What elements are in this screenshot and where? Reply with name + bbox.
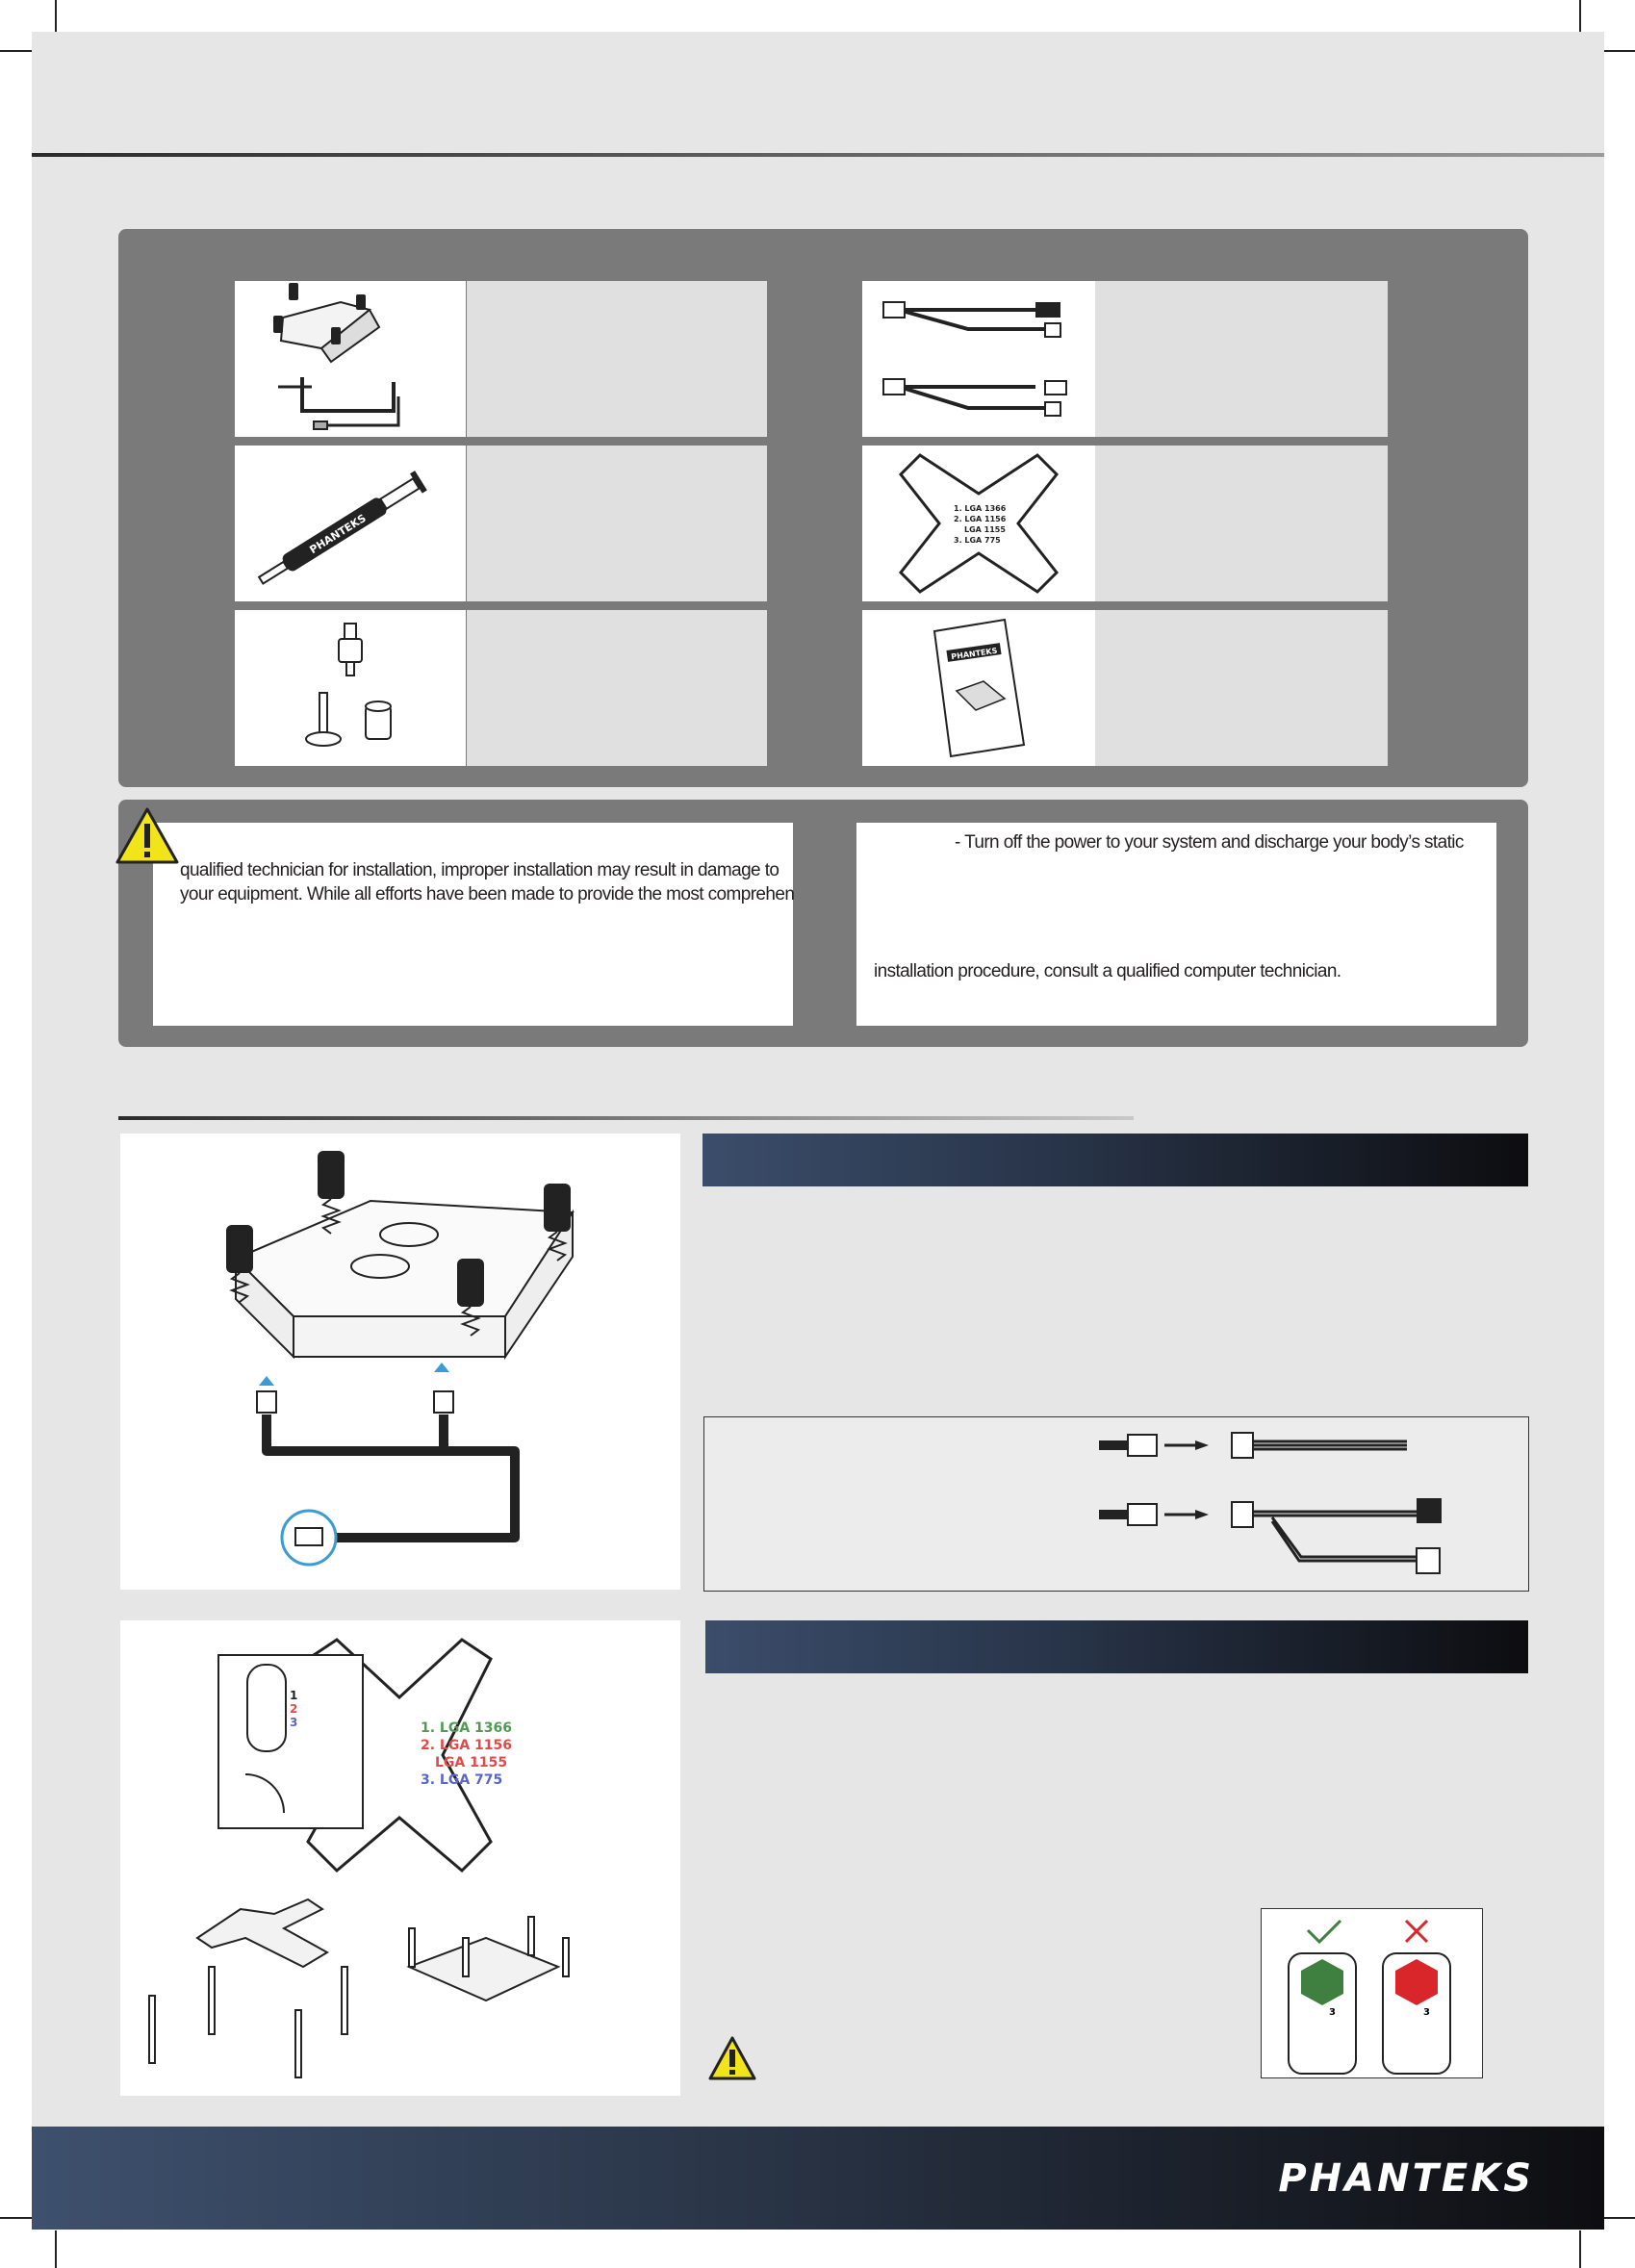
warning-left-line-1: qualified technician for installation, improper installation may result in damage to <box>180 860 779 880</box>
thermal-paste-image-cell <box>235 446 466 601</box>
bracket-desc-cell <box>1095 446 1388 601</box>
screws-desc-cell <box>467 610 767 766</box>
pin-comparison-box <box>1261 1908 1483 2078</box>
screws-icon <box>235 610 466 766</box>
crop-mark <box>0 50 32 52</box>
crop-mark <box>1604 50 1635 52</box>
cables-desc-cell <box>1095 281 1388 437</box>
thermal-paste-desc-cell <box>467 446 767 601</box>
fan-connector-diagram <box>704 1417 1528 1591</box>
section-rule <box>118 1116 1134 1120</box>
thermal-paste-icon <box>235 446 466 601</box>
bracket-text-775: 3. LGA 775 <box>954 536 1001 545</box>
warning-right-line-2: installation procedure, consult a qualified computer technician. <box>874 961 1341 981</box>
crop-mark <box>1604 2217 1635 2219</box>
header-rule <box>32 153 1604 157</box>
bracket-text-1155: LGA 1155 <box>964 525 1006 534</box>
mounting-bracket-icon <box>862 446 1095 601</box>
pin-label-bad: 3 <box>1423 2007 1430 2018</box>
manual-image-cell <box>862 610 1095 766</box>
waterblock-icon <box>235 281 466 437</box>
slot-label-2: 2 <box>290 1702 298 1716</box>
crop-mark <box>1579 0 1581 32</box>
bracket-drawing <box>120 1620 680 2096</box>
cables-image-cell <box>862 281 1095 437</box>
waterblock-diagram <box>120 1134 680 1590</box>
warning-left-line-2: your equipment. While all efforts have been made to provide the most comprehen <box>180 884 795 905</box>
bracket-image-cell <box>862 446 1095 601</box>
cross-icon <box>1406 1921 1427 1942</box>
fan-cables-icon <box>862 281 1095 437</box>
bracket-diagram <box>120 1620 680 2096</box>
crop-mark <box>1579 2230 1581 2268</box>
phanteks-logo: PHANTEKS <box>1278 2156 1534 2201</box>
correct-vs-incorrect-diagram <box>1262 1909 1482 2077</box>
bracket-text-1366: 1. LGA 1366 <box>954 504 1007 513</box>
check-icon <box>1308 1921 1341 1942</box>
bracket-text-1156: 2. LGA 1156 <box>954 515 1007 523</box>
manual-desc-cell <box>1095 610 1388 766</box>
warning-right-line-1: - Turn off the power to your system and discharge your body’s static <box>955 832 1464 853</box>
connector-box <box>703 1416 1529 1592</box>
warning-left-box <box>153 823 793 1026</box>
manual-booklet-icon <box>862 610 1095 766</box>
screws-image-cell <box>235 610 466 766</box>
waterblock-desc-cell <box>467 281 767 437</box>
bracket-1366-label: 1. LGA 1366 <box>421 1720 513 1736</box>
bracket-1155-label: LGA 1155 <box>435 1755 508 1771</box>
manual-brand: PHANTEKS <box>950 646 998 662</box>
crop-mark <box>0 2217 32 2219</box>
bracket-775-label: 3. LGA 775 <box>421 1772 503 1788</box>
crop-mark <box>55 2230 57 2268</box>
syringe-brand: PHANTEKS <box>307 511 369 557</box>
bracket-1156-label: 2. LGA 1156 <box>421 1738 513 1753</box>
crop-mark <box>55 0 57 32</box>
slot-label-3: 3 <box>290 1716 298 1729</box>
section-band-2 <box>705 1620 1528 1673</box>
waterblock-image-cell <box>235 281 466 437</box>
slot-label-1: 1 <box>290 1689 298 1702</box>
section-band-1 <box>703 1134 1528 1186</box>
pin-label-ok: 3 <box>1329 2007 1336 2018</box>
waterblock-exploded-drawing <box>120 1134 680 1590</box>
